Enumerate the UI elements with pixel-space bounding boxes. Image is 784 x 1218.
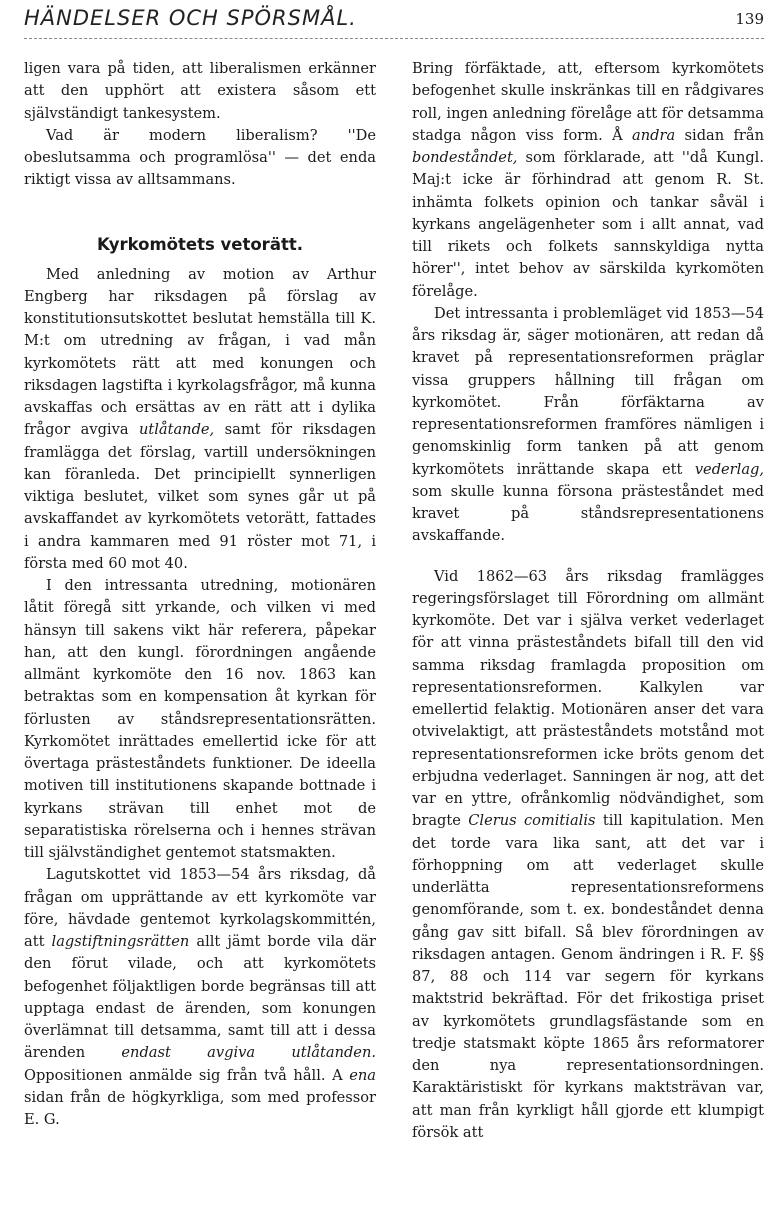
section-heading: Kyrkomötets vetorätt.: [96, 234, 304, 254]
right-column: [412, 58, 764, 1144]
running-title: HÄNDELSER OCH SPÖRSMÅL.: [24, 6, 357, 30]
page-header: [24, 6, 764, 36]
header-rule: [24, 38, 764, 39]
paragraph: Lagutskottet vid 1853—54 års riksdag, då frågan om upprättande av ett kyrkomöte var före, hävdade gentemot kyrkolagskommittén, att lagstiftningsrätten allt jämt borde vila där den förut vilade, och att kyrkomötets befogenhet följaktligen borde begränsas till att upptaga endast de ärenden, som konungen överlämnat till detsamma, samt till att i dessa ärenden endast avgiva utlåtanden. Oppositionen anmälde sig från två håll. A ena sidan från de högkyrkliga, som med professor E. G.: [24, 866, 376, 1128]
paragraph: Bring förfäktade, att, eftersom kyrkomötets befogenhet skulle inskränkas till en rådgivares roll, ingen anledning förelåge att för detsamma stadga någon viss form. Å andra sidan från bondeståndet, som förklarade, att ''då Kungl. Maj:t icke är förhindrad att genom R. St. inhämta folkets opinion och tankar såväl i kyrkans angelägenheter som i allt annat, vad till rikets och folkets sannskyldiga nytta hörer'', intet behov av särskilda kyrkomöten förelåge.: [412, 60, 764, 300]
paragraph: Det intressanta i problemläget vid 1853—54 års riksdag är, säger motionären, att redan då kravet på representationsreformen präglar vissa gruppers hållning till frågan om kyrkomötet. Från förfäktarna av representationsreformen framföres nämligen i genomskinlig form tanken på att genom kyrkomötets inrättande skapa ett vederlag, som skulle kunna försona prästeståndet med kravet på ståndsrepresentationens avskaffande.: [412, 304, 764, 545]
paragraph: I den intressanta utredning, motionären låtit föregå sitt yrkande, och vilken vi med hänsyn till sakens vikt här referera, påpekar han, att den kungl. förordningen angående allmänt kyrkomöte den 16 nov. 1863 kan betraktas som en kompensation åt kyrkan för förlusten av ståndsrepresentationsrätten. Kyrkomötet inrättades emellertid icke för att övertaga prästeståndets funktioner. De ideella motiven till institutionens skapande bottnade i kyrkans strävan till enhet mot de separatistiska rörelserna och i hennes strävan till självständighet gentemot statsmakten.: [24, 577, 376, 861]
paragraph-gap: [412, 548, 764, 566]
left-column: [24, 58, 376, 1131]
paragraph: ligen vara på tiden, att liberalismen erkänner att den upphört att existera såsom ett självständigt tankesystem.: [24, 60, 376, 122]
paragraph: Med anledning av motion av Arthur Engberg har riksdagen på förslag av konstitutionsutskottet beslutat hemställa till K. M:t om utredning av frågan, i vad mån kyrkomötets rätt att med konungen och riksdagen lagstifta i kyrkolagsfrågor, må kunna avskaffas och ersättas av en rätt att i dylika frågor avgiva utlåtande, samt för riksdagen framlägga det förslag, vartill undersökningen kan föranleda. Det principiellt synnerligen viktiga beslutet, vilket som synes går ut på avskaffandet av kyrkomötets vetorätt, fattades i andra kammaren med 91 röster mot 71, i första med 60 mot 40.: [24, 265, 376, 572]
paragraph: Vid 1862—63 års riksdag framlägges regeringsförslaget till Förordning om allmänt kyrkomöte. Det var i själva verket vederlaget för att vinna prästeståndets bifall till den vid samma riksdag framlagda proposition om representationsreformen. Kalkylen var emellertid felaktig. Motionären anser det vara otvivelaktigt, att prästeståndets motstånd mot representationsreformen icke bröts genom det erbjudna vederlaget. Sanningen är nog, att det var en yttre, ofrånkomlig nödvändighet, som bragte Clerus comitialis till kapitulation. Men det torde vara lika sant, att det var i förhoppning om att vederlaget skulle underlätta representationsreformens genomförande, som t. ex. bondeståndet denna gång gav sitt bifall. Så blev förordningen av riksdagen antagen. Genom ändringen i R. F. §§ 87, 88 och 114 var segern för kyrkans maktstrid bekräftad. För det frikostiga priset av kyrkomötets grundlagsfästande som en tredje statsmakt köpte 1865 års reformatorer den nya representationsordningen. Karaktäristiskt för kyrkans maktsträvan var, att man från kyrkligt håll gjorde ett klumpigt försök att: [412, 567, 764, 1141]
paragraph: Vad är modern liberalism? ''De obeslutsamma och programlösa'' — det enda riktigt vissa av alltsammans.: [24, 126, 376, 189]
page-number: 139: [735, 10, 764, 28]
